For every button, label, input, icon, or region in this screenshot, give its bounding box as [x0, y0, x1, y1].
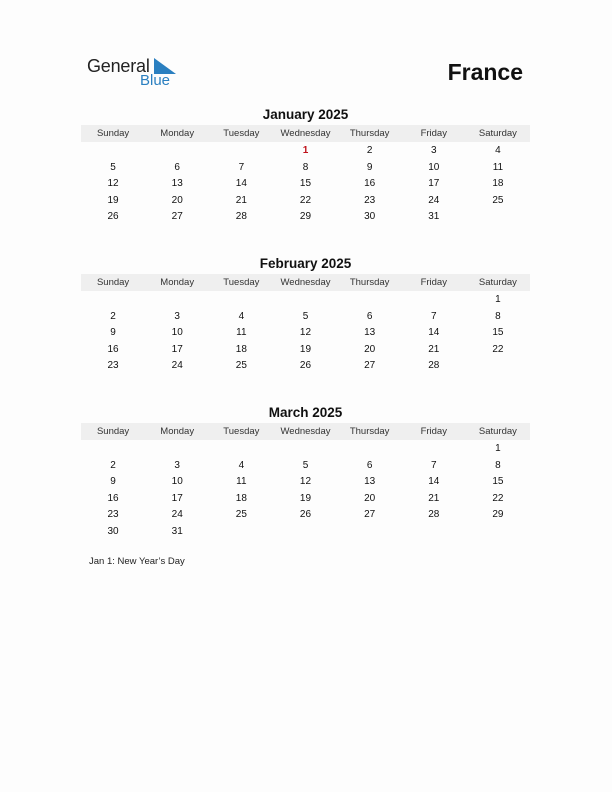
day-cell: 23 — [107, 509, 119, 521]
day-cell: 18 — [492, 178, 504, 190]
day-cell: 1 — [302, 145, 309, 156]
day-cell: 14 — [428, 327, 440, 339]
day-cell: 17 — [428, 178, 440, 190]
day-cell: 26 — [299, 360, 312, 372]
day-cell: 17 — [171, 343, 183, 355]
day-cell — [466, 524, 530, 541]
weekday-label: Wednesday — [280, 128, 331, 139]
day-cell: 26 — [107, 211, 119, 223]
day-cell: 25 — [492, 194, 504, 206]
day-cell: 19 — [299, 343, 312, 355]
day-cell: 13 — [364, 476, 376, 488]
day-cell: 31 — [428, 211, 440, 223]
day-cell — [273, 441, 337, 458]
weekday-label: Wednesday — [280, 426, 331, 437]
logo-text-general: General — [87, 56, 150, 76]
weekday-label: Friday — [420, 128, 447, 139]
day-cell: 8 — [302, 161, 309, 173]
logo-text-blue: Blue — [140, 72, 171, 89]
weekday-label: Friday — [420, 277, 447, 288]
day-cell: 11 — [492, 161, 504, 173]
weekday-header — [81, 423, 530, 440]
weekday-label: Wednesday — [280, 277, 331, 288]
day-cell: 16 — [107, 492, 119, 504]
day-cell: 21 — [428, 343, 440, 355]
day-cell: 15 — [492, 327, 504, 339]
day-cell: 8 — [495, 310, 501, 322]
day-cell: 4 — [238, 310, 245, 322]
day-cell: 3 — [174, 459, 180, 471]
day-cell: 12 — [107, 178, 119, 190]
day-cell: 16 — [107, 343, 119, 355]
day-cell: 11 — [236, 327, 247, 339]
day-cell: 2 — [110, 459, 116, 471]
day-cell: 18 — [235, 343, 247, 355]
country-title: France — [447, 59, 523, 85]
day-cell: 6 — [366, 459, 373, 471]
day-cell — [338, 524, 402, 541]
day-cell: 17 — [171, 492, 183, 504]
weekday-label: Monday — [160, 128, 195, 139]
week-row — [81, 143, 530, 160]
day-cell: 3 — [174, 310, 180, 322]
day-cell: 13 — [171, 178, 183, 190]
day-cell: 15 — [492, 476, 504, 488]
day-cell: 1 — [495, 443, 501, 454]
day-cell — [81, 292, 145, 309]
day-cell: 31 — [171, 525, 183, 537]
day-cell — [338, 292, 402, 309]
weekday-label: Sunday — [96, 128, 130, 139]
day-cell — [402, 441, 466, 458]
week-row — [81, 342, 530, 359]
weeks — [81, 440, 530, 541]
week-row — [81, 176, 530, 193]
weekday-label: Sunday — [96, 426, 130, 437]
weekday-label: Tuesday — [223, 277, 260, 288]
day-cell — [81, 143, 145, 160]
day-cell: 23 — [364, 194, 376, 206]
day-cell: 5 — [302, 310, 309, 322]
day-cell: 18 — [235, 492, 247, 504]
day-cell: 22 — [492, 343, 504, 355]
week-row — [81, 292, 530, 309]
day-cell: 4 — [238, 459, 245, 471]
week-row — [81, 441, 530, 458]
day-cell — [145, 441, 209, 458]
day-cell: 5 — [302, 459, 309, 471]
weekday-header — [81, 125, 530, 142]
day-cell: 5 — [110, 161, 116, 173]
day-cell: 9 — [110, 476, 116, 488]
day-cell: 14 — [235, 178, 247, 190]
day-cell: 30 — [364, 211, 376, 223]
weeks — [81, 142, 530, 226]
weekday-label: Monday — [160, 277, 195, 288]
week-row — [81, 507, 530, 524]
day-cell: 10 — [171, 327, 183, 339]
month-title: January 2025 — [262, 107, 349, 122]
week-row — [81, 209, 530, 226]
month-title: March 2025 — [268, 405, 343, 420]
day-cell: 15 — [299, 178, 312, 190]
day-cell: 16 — [364, 178, 376, 190]
day-cell — [209, 143, 273, 160]
day-cell: 19 — [299, 492, 312, 504]
day-cell — [402, 292, 466, 309]
generalblue-logo — [87, 56, 187, 92]
day-cell: 7 — [430, 310, 437, 322]
week-row — [81, 491, 530, 508]
week-row — [81, 358, 530, 375]
day-cell: 26 — [299, 509, 312, 521]
day-cell: 7 — [238, 161, 245, 173]
day-cell: 4 — [495, 145, 501, 156]
weekday-header — [81, 274, 530, 291]
day-cell: 11 — [236, 476, 247, 488]
week-row — [81, 474, 530, 491]
day-cell: 25 — [235, 509, 247, 521]
day-cell — [209, 292, 273, 309]
day-cell — [273, 292, 337, 309]
day-cell — [338, 441, 402, 458]
weekday-label: Tuesday — [223, 128, 260, 139]
day-cell: 21 — [428, 492, 440, 504]
day-cell: 20 — [171, 194, 183, 206]
weekday-label: Thursday — [349, 426, 390, 437]
day-cell: 2 — [366, 145, 373, 156]
day-cell: 6 — [366, 310, 373, 322]
day-cell: 24 — [428, 194, 440, 206]
day-cell: 12 — [299, 476, 312, 488]
weekday-label: Thursday — [349, 277, 390, 288]
day-cell — [273, 524, 337, 541]
day-cell: 29 — [299, 211, 312, 223]
day-cell: 14 — [428, 476, 440, 488]
day-cell — [145, 143, 209, 160]
day-cell: 10 — [428, 161, 440, 173]
weekday-label: Saturday — [478, 426, 517, 437]
weekday-label: Thursday — [349, 128, 390, 139]
week-row — [81, 193, 530, 210]
day-cell: 8 — [495, 459, 501, 471]
day-cell — [209, 441, 273, 458]
day-cell: 24 — [171, 360, 183, 372]
day-cell: 3 — [430, 145, 437, 156]
day-cell — [466, 209, 530, 226]
day-cell: 28 — [428, 509, 440, 521]
day-cell: 22 — [299, 194, 312, 206]
weeks — [81, 291, 530, 375]
day-cell: 19 — [107, 194, 119, 206]
month-title: February 2025 — [259, 256, 352, 271]
day-cell: 13 — [364, 327, 376, 339]
day-cell: 6 — [174, 161, 180, 173]
day-cell: 12 — [299, 327, 312, 339]
day-cell: 9 — [366, 161, 373, 173]
day-cell: 29 — [492, 509, 504, 521]
day-cell: 27 — [364, 360, 376, 372]
day-cell: 27 — [171, 211, 183, 223]
week-row — [81, 458, 530, 475]
day-cell: 20 — [364, 492, 376, 504]
holiday-note: Jan 1: New Year’s Day — [89, 556, 185, 567]
day-cell: 10 — [171, 476, 183, 488]
day-cell: 22 — [492, 492, 504, 504]
day-cell: 2 — [110, 310, 116, 322]
day-cell — [466, 358, 530, 375]
month-january — [81, 106, 530, 226]
day-cell: 21 — [235, 194, 247, 206]
week-row — [81, 325, 530, 342]
weekday-label: Saturday — [478, 128, 517, 139]
day-cell: 20 — [364, 343, 376, 355]
week-row — [81, 524, 530, 541]
day-cell: 28 — [235, 211, 247, 223]
day-cell — [81, 441, 145, 458]
day-cell: 9 — [110, 327, 116, 339]
weekday-label: Tuesday — [223, 426, 260, 437]
day-cell — [145, 292, 209, 309]
week-row — [81, 309, 530, 326]
week-row — [81, 160, 530, 177]
day-cell: 24 — [171, 509, 183, 521]
weekday-label: Sunday — [96, 277, 130, 288]
day-cell: 25 — [235, 360, 247, 372]
day-cell: 23 — [107, 360, 119, 372]
weekday-label: Saturday — [478, 277, 517, 288]
day-cell — [209, 524, 273, 541]
day-cell — [402, 524, 466, 541]
month-march — [81, 404, 530, 541]
day-cell: 28 — [428, 360, 440, 372]
weekday-label: Monday — [160, 426, 195, 437]
day-cell: 27 — [364, 509, 376, 521]
day-cell: 7 — [430, 459, 437, 471]
month-february — [81, 255, 530, 375]
holiday-notes — [89, 556, 185, 567]
day-cell: 1 — [495, 294, 501, 305]
day-cell: 30 — [107, 525, 119, 537]
weekday-label: Friday — [420, 426, 447, 437]
